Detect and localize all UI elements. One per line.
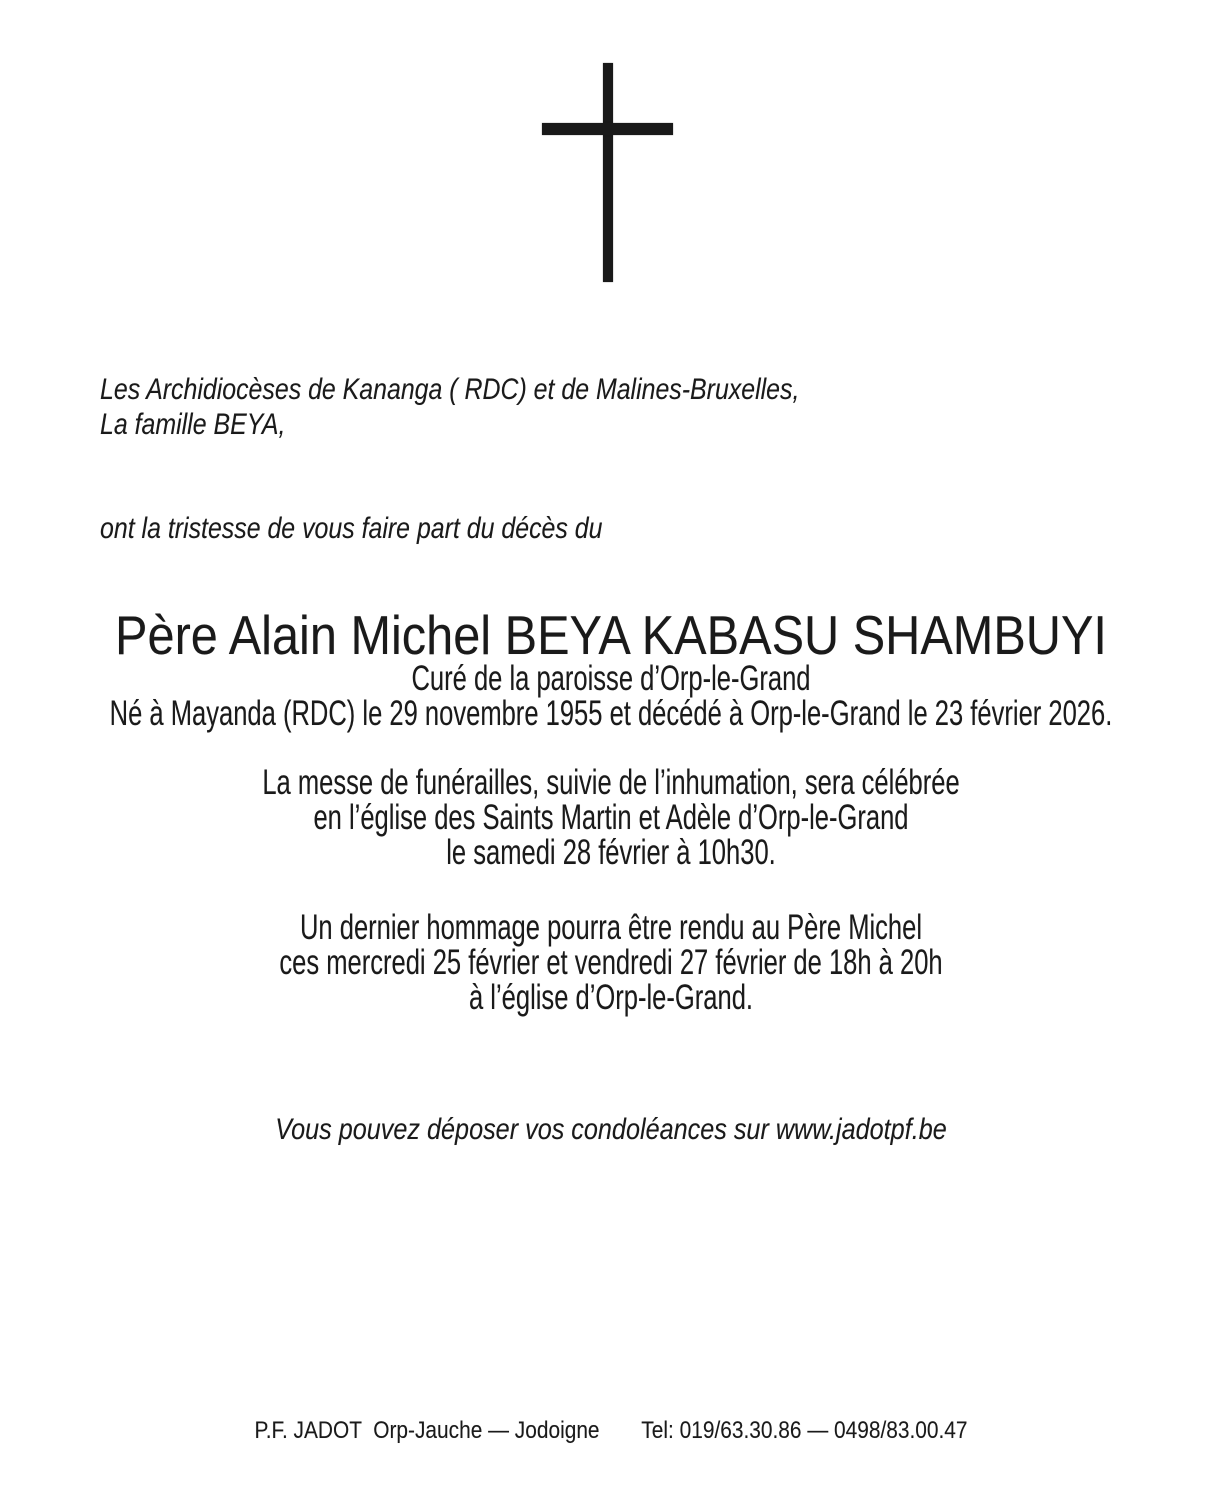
tribute-line-2: ces mercredi 25 février et vendredi 27 février de 18h à 20h <box>279 943 943 982</box>
funeral-line-2: en l’église des Saints Martin et Adèle d’Orp-le-Grand <box>313 798 909 837</box>
condolences-line: Vous pouvez déposer vos condoléances sur www.jadotpf.be <box>275 1113 947 1146</box>
cross-vertical-bar <box>603 63 613 282</box>
intro-line-family: La famille BEYA, <box>100 408 286 441</box>
footer-phone-numbers: Tel: 019/63.30.86 — 0498/83.00.47 <box>641 1417 968 1444</box>
footer <box>254 1419 967 1443</box>
tribute-line-1: Un dernier hommage pourra être rendu au Père Michel <box>299 908 923 947</box>
deceased-life-dates: Né à Mayanda (RDC) le 29 novembre 1955 et décédé à Orp-le-Grand le 23 février 2026. <box>109 694 1113 733</box>
cross-horizontal-bar <box>542 123 673 135</box>
deceased-name: Père Alain Michel BEYA KABASU SHAMBUYI <box>115 604 1107 666</box>
footer-funeral-home: P.F. JADOT Orp-Jauche — Jodoigne <box>254 1417 600 1444</box>
funeral-line-3: le samedi 28 février à 10h30. <box>446 833 776 872</box>
intro-line-archdioceses: Les Archidiocèses de Kananga ( RDC) et de Malines-Bruxelles, <box>100 373 800 406</box>
announcement-line: ont la tristesse de vous faire part du décès du <box>100 512 603 545</box>
tribute-line-3: à l’église d’Orp-le-Grand. <box>468 978 754 1017</box>
funeral-line-1: La messe de funérailles, suivie de l’inhumation, sera célébrée <box>262 763 960 802</box>
deceased-role: Curé de la paroisse d’Orp-le-Grand <box>411 659 811 698</box>
